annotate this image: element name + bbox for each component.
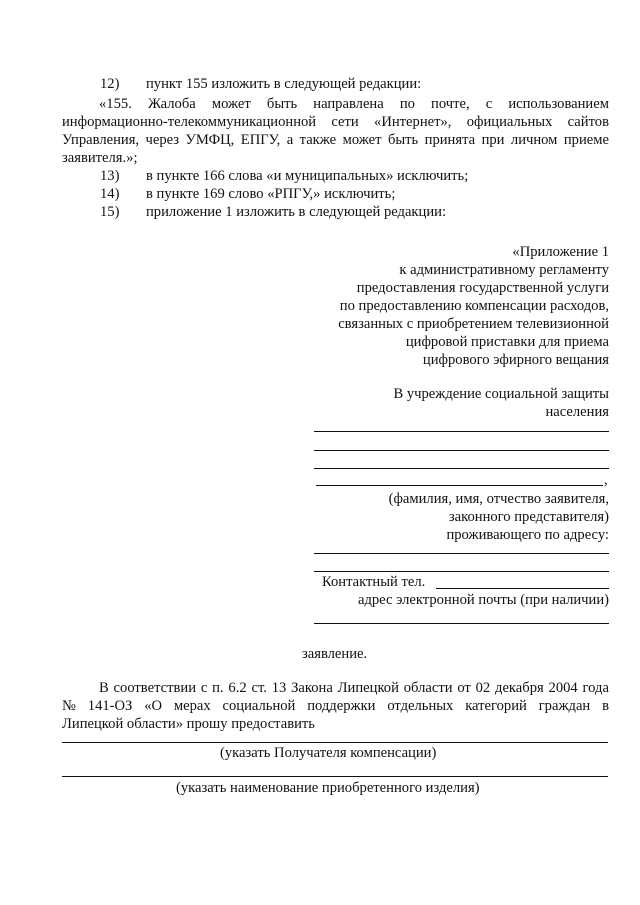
quote-line-2	[62, 113, 609, 131]
word: Липецкой	[337, 680, 399, 696]
word: с	[200, 680, 208, 696]
word: отдельных	[387, 698, 454, 714]
blank-line-1	[314, 431, 609, 432]
word: 13	[271, 680, 287, 696]
word: официальных	[466, 114, 553, 130]
word: через	[145, 132, 180, 148]
word: УМФЦ,	[185, 132, 235, 148]
appendix-line-6: цифровой приставки для приема	[405, 334, 609, 350]
body-line-2	[62, 697, 609, 715]
fio-hint-2: законного представителя)	[448, 509, 609, 525]
addressee-line-1: В учреждение социальной защиты	[393, 386, 609, 402]
word: категорий	[465, 698, 527, 714]
appendix-line-2: к административному регламенту	[399, 262, 609, 278]
word: 02	[475, 680, 491, 696]
word: принята	[424, 132, 476, 148]
recipient-line	[62, 742, 608, 743]
appendix-line-7: цифрового эфирного вещания	[422, 352, 609, 368]
phone-line	[436, 588, 609, 589]
word: в	[602, 698, 609, 714]
item-12-text: пункт 155 изложить в следующей редакции:	[146, 76, 422, 92]
word: «О	[144, 698, 163, 714]
appendix-line-1: «Приложение 1	[512, 244, 609, 260]
word: приеме	[563, 132, 609, 148]
word: почте,	[431, 96, 470, 112]
word: также	[299, 132, 337, 148]
blank-line-4	[316, 485, 603, 486]
appendix-line-5: связанных с приобретением телевизионной	[338, 316, 609, 332]
word: социальной	[222, 698, 296, 714]
blank-line-3	[314, 468, 609, 469]
item-15-number: 15)	[100, 204, 120, 220]
word: 6.2	[228, 680, 247, 696]
recipient-hint: (указать Получателя компенсации)	[220, 745, 437, 761]
word: декабря	[495, 680, 544, 696]
phone-label: Контактный тел.	[322, 574, 426, 590]
word: Управления,	[62, 132, 140, 148]
word: быть	[266, 96, 298, 112]
word: быть	[387, 132, 419, 148]
body-line-3: Липецкой области» прошу предоставить	[62, 716, 315, 732]
item-14-number: 14)	[100, 186, 120, 202]
word: области	[403, 680, 453, 696]
address-line-1	[314, 553, 609, 554]
item-12-number: 12)	[100, 76, 120, 92]
appendix-line-4: по предоставлению компенсации расходов,	[339, 298, 609, 314]
blank-line-4-comma: ,	[604, 472, 608, 488]
word: личном	[510, 132, 558, 148]
residing-label: проживающего по адресу:	[446, 527, 609, 543]
item-13-number: 13)	[100, 168, 120, 184]
quote-line-4: заявителя.»;	[62, 150, 138, 166]
product-line	[62, 776, 608, 777]
fio-hint-1: (фамилия, имя, отчество заявителя,	[388, 491, 609, 507]
word: Закона	[291, 680, 333, 696]
quote-line-3	[62, 131, 609, 149]
addressee-line-2: населения	[545, 404, 609, 420]
word: п.	[212, 680, 224, 696]
item-13-text: в пункте 166 слова «и муниципальных» исключить;	[146, 168, 469, 184]
word: 2004	[548, 680, 578, 696]
word: соответствии	[113, 680, 197, 696]
word: «Интернет»,	[374, 114, 452, 130]
word: сети	[331, 114, 359, 130]
quote-line-1	[99, 95, 609, 113]
item-15-text: приложение 1 изложить в следующей редакции:	[146, 204, 446, 220]
word: Жалоба	[147, 96, 196, 112]
word: ст.	[251, 680, 267, 696]
body-line-1	[99, 679, 609, 697]
item-14-text: в пункте 169 слово «РПГУ,» исключить;	[146, 186, 396, 202]
word: поддержки	[307, 698, 376, 714]
word: от	[457, 680, 471, 696]
appendix-line-3: предоставления государственной услуги	[356, 280, 609, 296]
word: при	[481, 132, 505, 148]
document-title: заявление.	[302, 646, 368, 662]
word: может	[211, 96, 251, 112]
word: использованием	[508, 96, 609, 112]
word: может	[342, 132, 382, 148]
blank-line-2	[314, 450, 609, 451]
word: информационно-телекоммуникационной	[62, 114, 317, 130]
word: №	[62, 698, 76, 714]
word: по	[399, 96, 415, 112]
word: граждан	[538, 698, 591, 714]
word: мерах	[173, 698, 211, 714]
product-hint: (указать наименование приобретенного изделия)	[176, 780, 480, 796]
email-label: адрес электронной почты (при наличии)	[357, 592, 609, 608]
word: направлена	[313, 96, 384, 112]
address-line-2	[314, 571, 609, 572]
word: с	[485, 96, 493, 112]
word: В	[99, 680, 109, 696]
word: а	[286, 132, 294, 148]
word: ЕПГУ,	[240, 132, 281, 148]
word: «155.	[99, 96, 132, 112]
word: сайтов	[567, 114, 609, 130]
word: 141-ОЗ	[87, 698, 133, 714]
email-line	[314, 623, 609, 624]
word: года	[582, 680, 609, 696]
